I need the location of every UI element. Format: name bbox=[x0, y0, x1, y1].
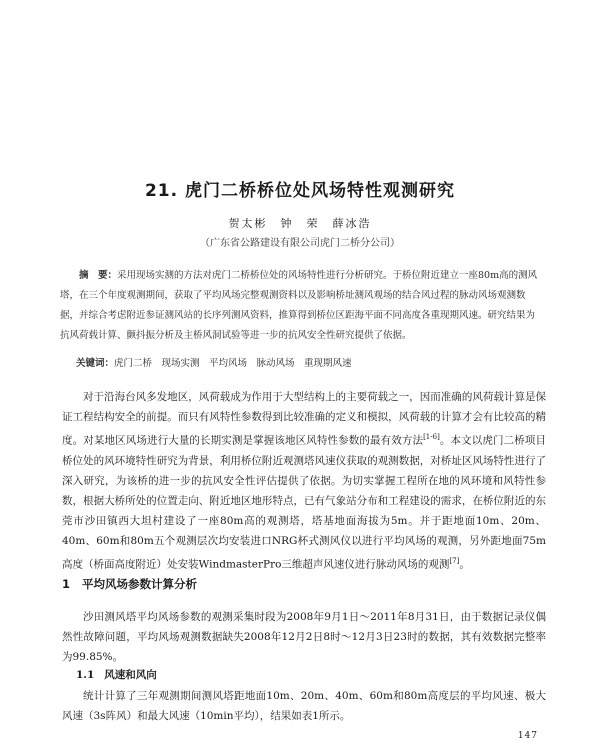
subsection-title: 风速和风向 bbox=[104, 669, 157, 681]
authors-line: 贺太彬 钟 荣 薛冰浩 bbox=[228, 217, 372, 230]
citation-ref-2: [7] bbox=[449, 556, 460, 565]
intro-paragraph bbox=[62, 387, 546, 574]
subsection-paragraph: 统计计算了三年观测期间测风塔距地面10m、20m、40m、60m和80m高度层的平均风速、极大风速（3s阵风）和最大风速（10min平均），结果如表1所示。 bbox=[62, 690, 546, 722]
article-title: 21. 虎门二桥桥位处风场特性观测研究 bbox=[144, 181, 456, 201]
intro-text-1: 对于沿海台风多发地区，风荷载成为作用于大型结构上的主要荷载之一，因而准确的风荷载计算是保证工程结构安全的前提。而只有风特性参数得到比较准确的定义和模拟，风荷载的计算才会有比较高的精度。对某地区风场进行大量的长期实测是掌握该地区风特性参数的最有效方法 bbox=[62, 391, 546, 447]
intro-text-2: 。本文以虎门二桥项目桥位处的风环境特性研究为背景，利用桥位附近观测塔风速仪获取的观测数据，对桥址区风场特性进行了深入研究，为该桥的进一步的抗风安全性评估提供了依据。为切实掌握工程所在地的风环境和风特性参数，根据大桥所处的位置走向、附近地区地形特点，已有气象站分布和工程建设的需求，在桥位附近的东莞市沙田镇西大坦村建设了一座80m高的观测塔，塔基地面海拔为5m。并于距地面10m、20m、40m、60m和80m五个观测层次均安装进口NRG杯式测风仪以进行平均风场的观测，另外距地面75m高度（桥面高度附近）处安装WindmasterPro三维超声风速仪进行脉动风场的观测 bbox=[62, 434, 547, 570]
abstract-text: 采用现场实测的方法对虎门二桥桥位处的风场特性进行分析研究。于桥位附近建立一座80m高的测风塔，在三个年度观测期间，获取了平均风场完整观测资料以及影响桥址测风观场的结合风过程的脉动风场观测数据，并综合考虑附近参证测风站的长序列测风资料，推算得到桥位区距海平面不同高度各重现期风速。研究结果为抗风荷载计算、颤抖振分析及主桥风洞试验等进一步的抗风安全性研究提供了依据。 bbox=[60, 270, 538, 341]
section-heading-1 bbox=[62, 576, 197, 592]
page-number: 147 bbox=[517, 731, 538, 741]
citation-ref-1: [1-6] bbox=[423, 433, 440, 441]
intro-text-3: 。 bbox=[459, 558, 470, 570]
section1-paragraph: 沙田测风塔平均风场参数的观测采集时段为2008年9月1日～2011年8月31日，由于数据记录仪偶然性故障问题，平均风场观测数据缺失2008年12月2日8时～12月3日23时的数据，其有效数据完整率为99.85%。 bbox=[62, 611, 546, 663]
section-number: 1 bbox=[62, 577, 71, 591]
abstract-label: 摘 要： bbox=[79, 270, 118, 281]
section-title: 平均风场参数计算分析 bbox=[82, 577, 198, 591]
keywords-label: 关键词： bbox=[76, 358, 115, 369]
keywords-text: 虎门二桥 现场实测 平均风场 脉动风场 重现期风速 bbox=[114, 358, 352, 369]
keywords-block bbox=[76, 356, 544, 372]
subsection-heading-1-1 bbox=[76, 667, 157, 682]
affiliation-line: （广东省公路建设有限公司虎门二桥分公司） bbox=[200, 238, 400, 249]
abstract-block bbox=[60, 266, 544, 346]
subsection-number: 1.1 bbox=[76, 669, 95, 681]
